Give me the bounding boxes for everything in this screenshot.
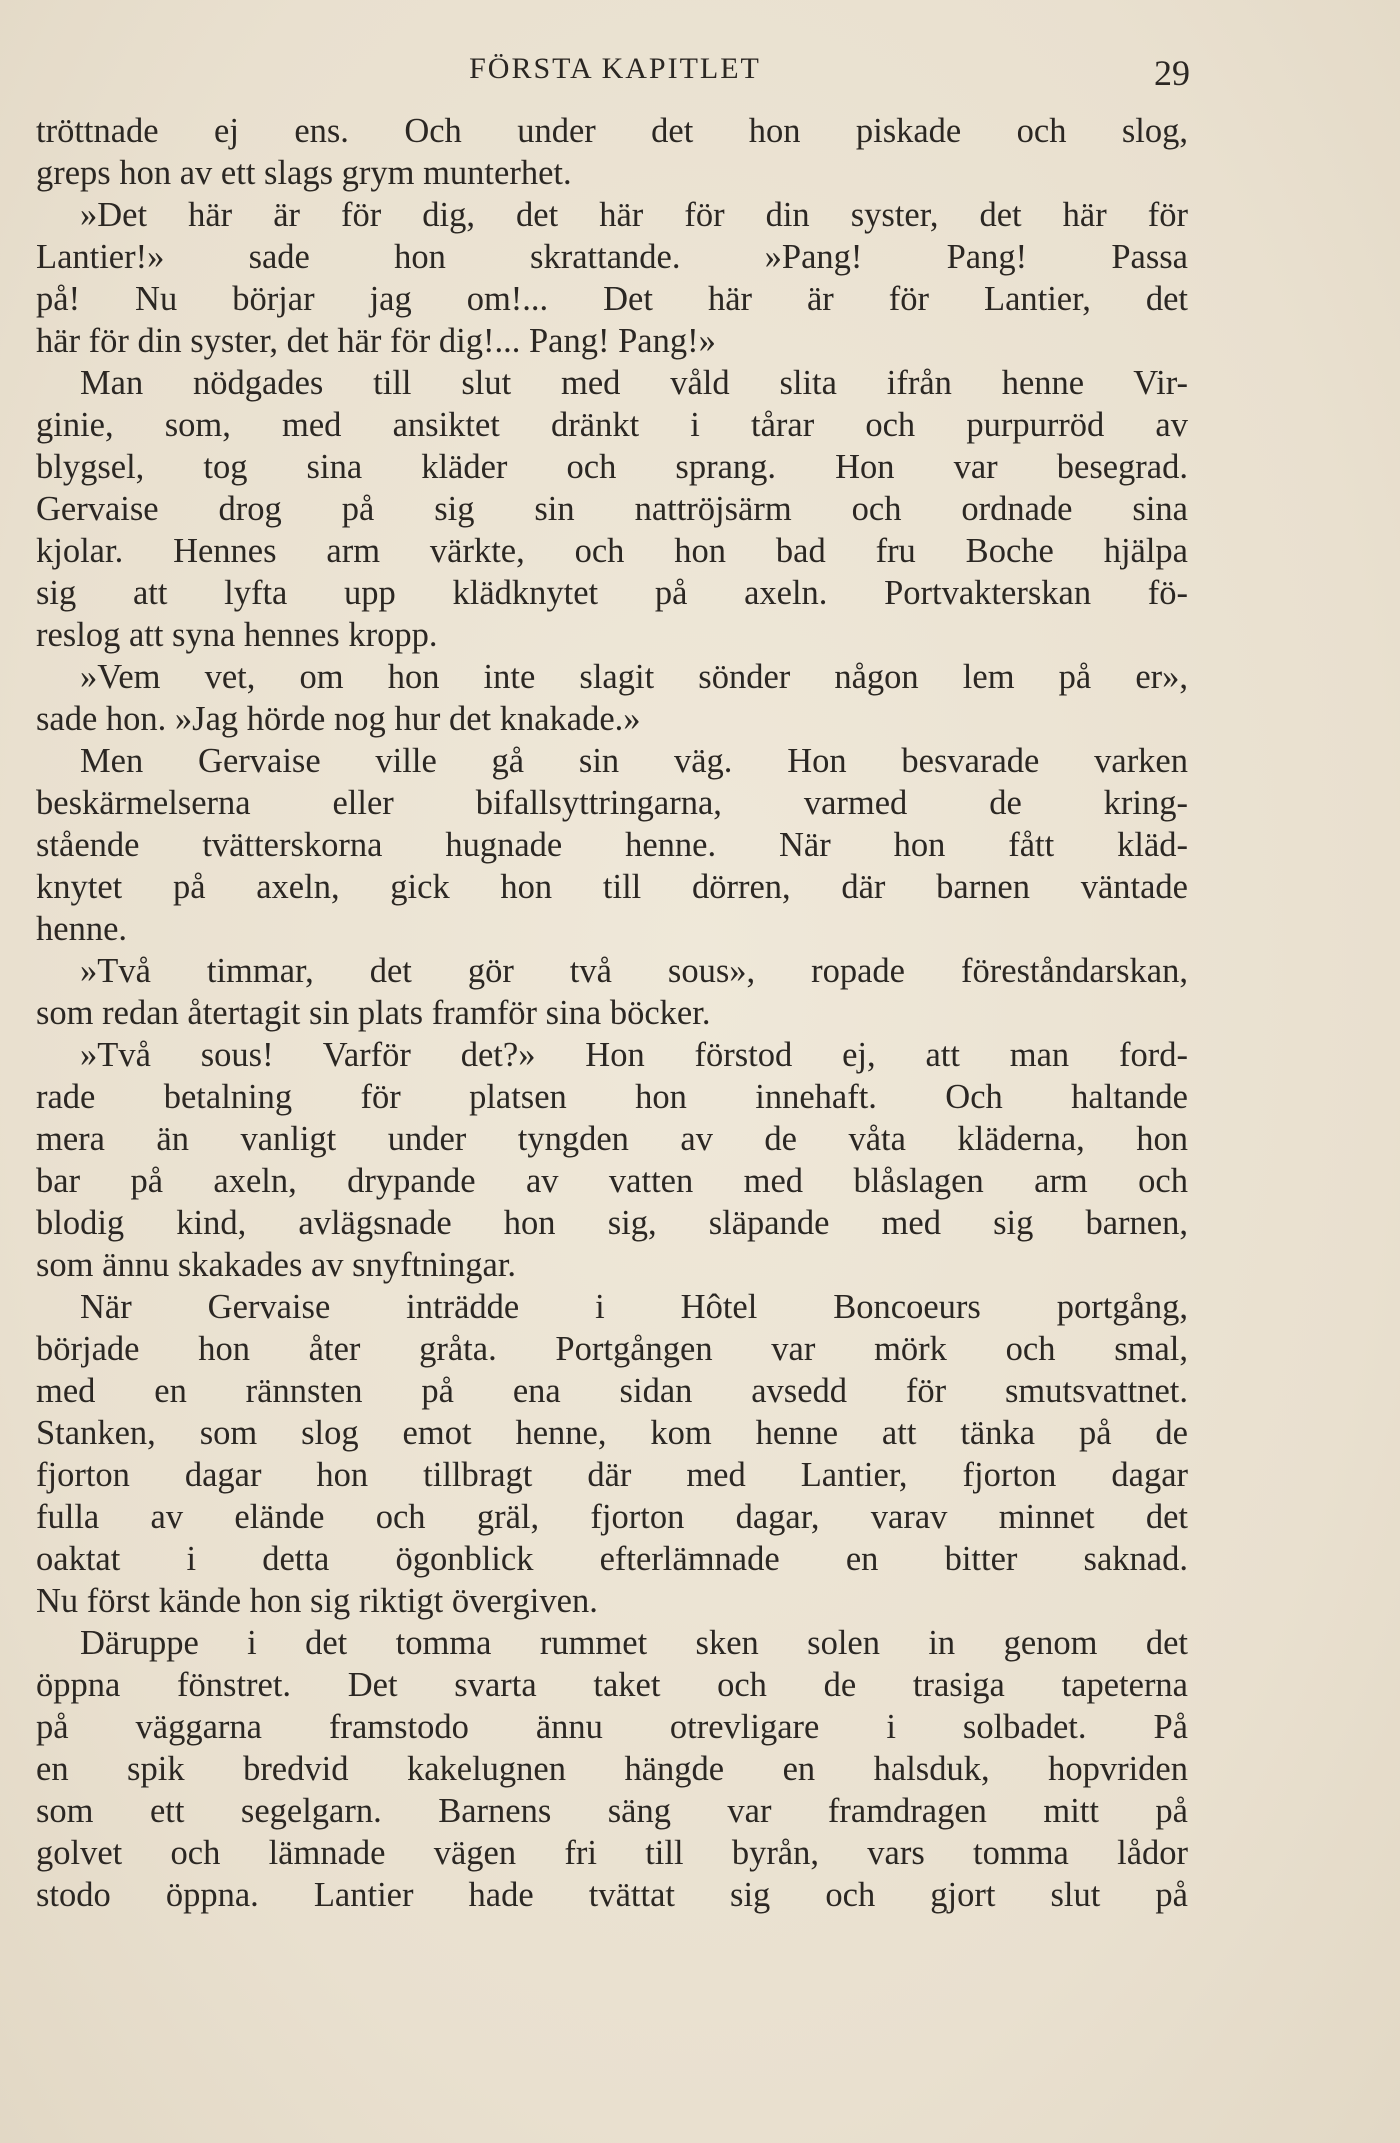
text-line: som ett segelgarn. Barnens säng var framdragen mitt på — [36, 1792, 1188, 1830]
text-line: »Vem vet, om hon inte slagit sönder någon lem på er», — [80, 658, 1188, 696]
text-line: började hon åter gråta. Portgången var mörk och smal, — [36, 1330, 1188, 1368]
page-number: 29 — [1154, 53, 1190, 93]
body-text — [36, 110, 1188, 1916]
text-line: Gervaise drog på sig sin nattröjsärm och ordnade sina — [36, 490, 1188, 528]
text-line: greps hon av ett slags grym munterhet. — [36, 154, 572, 192]
text-line: knytet på axeln, gick hon till dörren, där barnen väntade — [36, 868, 1188, 906]
text-line: sade hon. »Jag hörde nog hur det knakade.» — [36, 700, 641, 738]
text-line: beskärmelserna eller bifallsyttringarna, varmed de kring- — [36, 784, 1188, 822]
running-title: FÖRSTA KAPITLET — [469, 52, 761, 85]
text-line: rade betalning för platsen hon innehaft. Och haltande — [36, 1078, 1188, 1116]
text-line: Men Gervaise ville gå sin väg. Hon besvarade varken — [80, 742, 1188, 780]
text-line: sig att lyfta upp klädknytet på axeln. Portvakterskan fö- — [36, 574, 1188, 612]
text-line: Man nödgades till slut med våld slita ifrån henne Vir- — [80, 364, 1188, 402]
text-line: på! Nu börjar jag om!... Det här är för Lantier, det — [36, 280, 1188, 318]
text-line: som redan återtagit sin plats framför sina böcker. — [36, 994, 711, 1032]
text-line: »Två sous! Varför det?» Hon förstod ej, att man ford- — [80, 1036, 1188, 1074]
text-line: Lantier!» sade hon skrattande. »Pang! Pang! Passa — [36, 238, 1188, 276]
text-line: reslog att syna hennes kropp. — [36, 616, 438, 654]
text-line: med en rännsten på ena sidan avsedd för smutsvattnet. — [36, 1372, 1188, 1410]
text-line: oaktat i detta ögonblick efterlämnade en bitter saknad. — [36, 1540, 1188, 1578]
text-line: stodo öppna. Lantier hade tvättat sig och gjort slut på — [36, 1876, 1188, 1914]
text-line: på väggarna framstodo ännu otrevligare i solbadet. På — [36, 1708, 1188, 1746]
text-line: som ännu skakades av snyftningar. — [36, 1246, 517, 1284]
text-line: blodig kind, avlägsnade hon sig, släpande med sig barnen, — [36, 1204, 1188, 1242]
text-line: bar på axeln, drypande av vatten med blåslagen arm och — [36, 1162, 1188, 1200]
text-line: ginie, som, med ansiktet dränkt i tårar och purpurröd av — [36, 406, 1188, 444]
text-line: fjorton dagar hon tillbragt där med Lantier, fjorton dagar — [36, 1456, 1188, 1494]
text-line: Däruppe i det tomma rummet sken solen in genom det — [80, 1624, 1188, 1662]
text-line: öppna fönstret. Det svarta taket och de trasiga tapeterna — [36, 1666, 1188, 1704]
text-line: tröttnade ej ens. Och under det hon piskade och slog, — [36, 112, 1188, 150]
text-line: När Gervaise inträdde i Hôtel Boncoeurs portgång, — [80, 1288, 1188, 1326]
text-line: blygsel, tog sina kläder och sprang. Hon var besegrad. — [36, 448, 1188, 486]
text-line: fulla av elände och gräl, fjorton dagar, varav minnet det — [36, 1498, 1188, 1536]
page-header — [40, 52, 1190, 102]
text-line: Nu först kände hon sig riktigt övergiven. — [36, 1582, 598, 1620]
text-line: golvet och lämnade vägen fri till byrån, vars tomma lådor — [36, 1834, 1188, 1872]
text-line: Stanken, som slog emot henne, kom henne att tänka på de — [36, 1414, 1188, 1452]
text-line: kjolar. Hennes arm värkte, och hon bad fru Boche hjälpa — [36, 532, 1188, 570]
text-line: mera än vanligt under tyngden av de våta kläderna, hon — [36, 1120, 1188, 1158]
text-line: »Två timmar, det gör två sous», ropade föreståndarskan, — [80, 952, 1188, 990]
text-line: »Det här är för dig, det här för din syster, det här för — [80, 196, 1188, 234]
text-line: henne. — [36, 910, 128, 948]
text-line: en spik bredvid kakelugnen hängde en halsduk, hopvriden — [36, 1750, 1188, 1788]
text-line: här för din syster, det här för dig!... Pang! Pang!» — [36, 322, 716, 360]
text-line: stående tvätterskorna hugnade henne. När hon fått kläd- — [36, 826, 1188, 864]
